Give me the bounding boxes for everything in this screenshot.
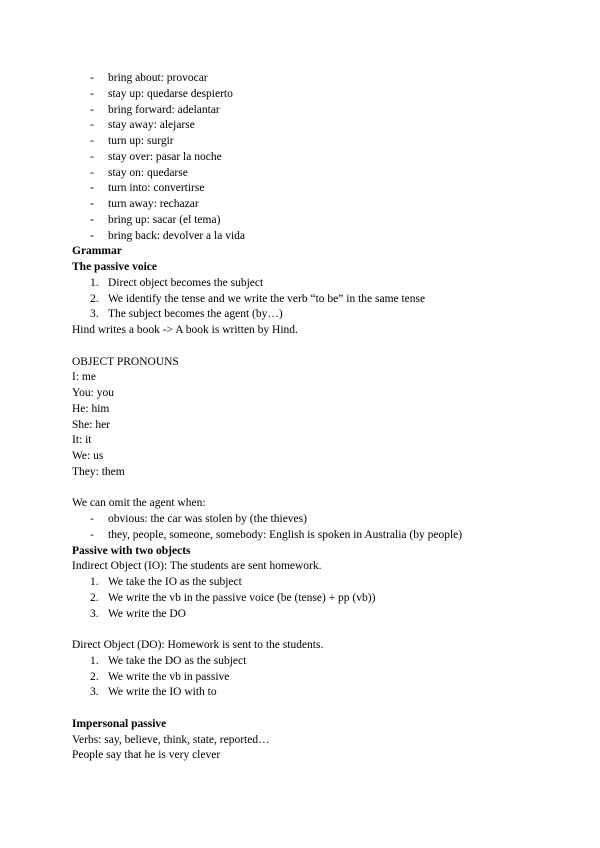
list-item bbox=[72, 276, 542, 292]
list-item bbox=[72, 654, 542, 670]
step-number: 2. bbox=[90, 591, 99, 604]
passive-voice-heading: The passive voice bbox=[72, 261, 157, 273]
phrasal-verb: stay away: alejarse bbox=[108, 119, 195, 132]
list-item bbox=[72, 87, 542, 103]
object-pronouns-heading: OBJECT PRONOUNS bbox=[72, 355, 179, 368]
passive-steps-list bbox=[72, 276, 542, 323]
list-item bbox=[72, 670, 542, 686]
phrasal-verb: stay over: pasar la noche bbox=[108, 150, 222, 163]
pronoun-item: You: you bbox=[72, 387, 114, 399]
step-number: 2. bbox=[90, 670, 99, 683]
dash-marker: - bbox=[90, 72, 94, 84]
list-item bbox=[72, 307, 542, 323]
dash-marker: - bbox=[90, 150, 94, 163]
list-item bbox=[72, 685, 542, 701]
direct-object-intro: Direct Object (DO): Homework is sent to the students. bbox=[72, 639, 324, 651]
step-text: We write the vb in passive bbox=[108, 670, 230, 683]
phrasal-verb: turn up: surgir bbox=[108, 135, 174, 147]
omit-agent-intro: We can omit the agent when: bbox=[72, 497, 206, 510]
list-item bbox=[72, 528, 542, 544]
impersonal-verbs: Verbs: say, believe, think, state, reported… bbox=[72, 733, 270, 746]
step-number: 1. bbox=[90, 276, 99, 289]
omit-agent-case: they, people, someone, somebody: English is spoken in Australia (by people) bbox=[108, 528, 463, 541]
document-content bbox=[72, 71, 542, 764]
list-item bbox=[72, 213, 542, 229]
step-number: 3. bbox=[90, 607, 99, 620]
impersonal-example: People say that he is very clever bbox=[72, 749, 221, 762]
dash-marker: - bbox=[90, 87, 94, 100]
phrasal-verb: bring back: devolver a la vida bbox=[108, 229, 245, 242]
list-item bbox=[72, 166, 542, 182]
step-number: 2. bbox=[90, 292, 99, 305]
step-text: We write the IO with to bbox=[108, 686, 217, 699]
blank-line bbox=[72, 622, 542, 638]
phrasal-verb: stay up: quedarse despierto bbox=[108, 87, 233, 100]
grammar-heading: Grammar bbox=[72, 245, 122, 258]
list-item bbox=[72, 71, 542, 87]
omit-agent-list bbox=[72, 512, 542, 544]
list-item bbox=[72, 512, 542, 528]
step-number: 3. bbox=[90, 308, 99, 321]
phrasal-verb: turn away: rechazar bbox=[108, 198, 199, 210]
object-pronoun-list bbox=[72, 370, 542, 480]
pronoun-item: He: him bbox=[72, 402, 110, 415]
dash-marker: - bbox=[90, 528, 94, 541]
pronoun-item: It: it bbox=[72, 434, 92, 447]
pronoun-item: They: them bbox=[72, 465, 125, 478]
impersonal-passive-heading: Impersonal passive bbox=[72, 717, 167, 730]
dash-marker: - bbox=[90, 166, 94, 179]
phrasal-verb: bring forward: adelantar bbox=[108, 103, 220, 116]
io-steps-list bbox=[72, 575, 542, 622]
phrasal-verb: bring up: sacar (el tema) bbox=[108, 213, 221, 226]
list-item bbox=[72, 118, 542, 134]
list-item bbox=[72, 181, 542, 197]
blank-line bbox=[72, 701, 542, 717]
list-item bbox=[72, 575, 542, 591]
pronoun-item: I: me bbox=[72, 371, 96, 384]
step-text: We write the DO bbox=[108, 607, 186, 620]
omit-agent-case: obvious: the car was stolen by (the thieves) bbox=[108, 513, 307, 525]
step-text: We take the IO as the subject bbox=[108, 576, 242, 588]
step-text: We take the DO as the subject bbox=[108, 654, 247, 667]
dash-marker: - bbox=[90, 119, 94, 132]
list-item bbox=[72, 134, 542, 150]
step-text: We write the vb in the passive voice (be (tense) + pp (vb)) bbox=[108, 591, 376, 604]
list-item bbox=[72, 197, 542, 213]
pronoun-item: She: her bbox=[72, 418, 111, 431]
list-item bbox=[72, 292, 542, 308]
step-text: Direct object becomes the subject bbox=[108, 276, 264, 289]
dash-marker: - bbox=[90, 182, 94, 195]
do-steps-list bbox=[72, 654, 542, 701]
pronoun-item: We: us bbox=[72, 450, 104, 462]
step-number: 3. bbox=[90, 686, 99, 699]
list-item bbox=[72, 591, 542, 607]
list-item bbox=[72, 103, 542, 119]
dash-marker: - bbox=[90, 513, 94, 525]
dash-marker: - bbox=[90, 135, 94, 147]
step-text: We identify the tense and we write the verb “to be” in the same tense bbox=[108, 292, 426, 305]
phrasal-verb-list bbox=[72, 71, 542, 244]
dash-marker: - bbox=[90, 229, 94, 242]
phrasal-verb: stay on: quedarse bbox=[108, 166, 188, 179]
list-item bbox=[72, 607, 542, 623]
dash-marker: - bbox=[90, 213, 94, 226]
indirect-object-intro: Indirect Object (IO): The students are sent homework. bbox=[72, 560, 322, 573]
dash-marker: - bbox=[90, 103, 94, 116]
blank-line bbox=[72, 339, 542, 355]
list-item bbox=[72, 150, 542, 166]
list-item bbox=[72, 229, 542, 245]
step-number: 1. bbox=[90, 654, 99, 667]
phrasal-verb: turn into: convertirse bbox=[108, 182, 205, 195]
dash-marker: - bbox=[90, 198, 94, 210]
step-number: 1. bbox=[90, 576, 99, 588]
passive-example: Hind writes a book -> A book is written by Hind. bbox=[72, 324, 298, 336]
two-objects-heading: Passive with two objects bbox=[72, 544, 191, 557]
blank-line bbox=[72, 481, 542, 497]
phrasal-verb: bring about: provocar bbox=[108, 72, 208, 84]
step-text: The subject becomes the agent (by…) bbox=[108, 308, 283, 321]
